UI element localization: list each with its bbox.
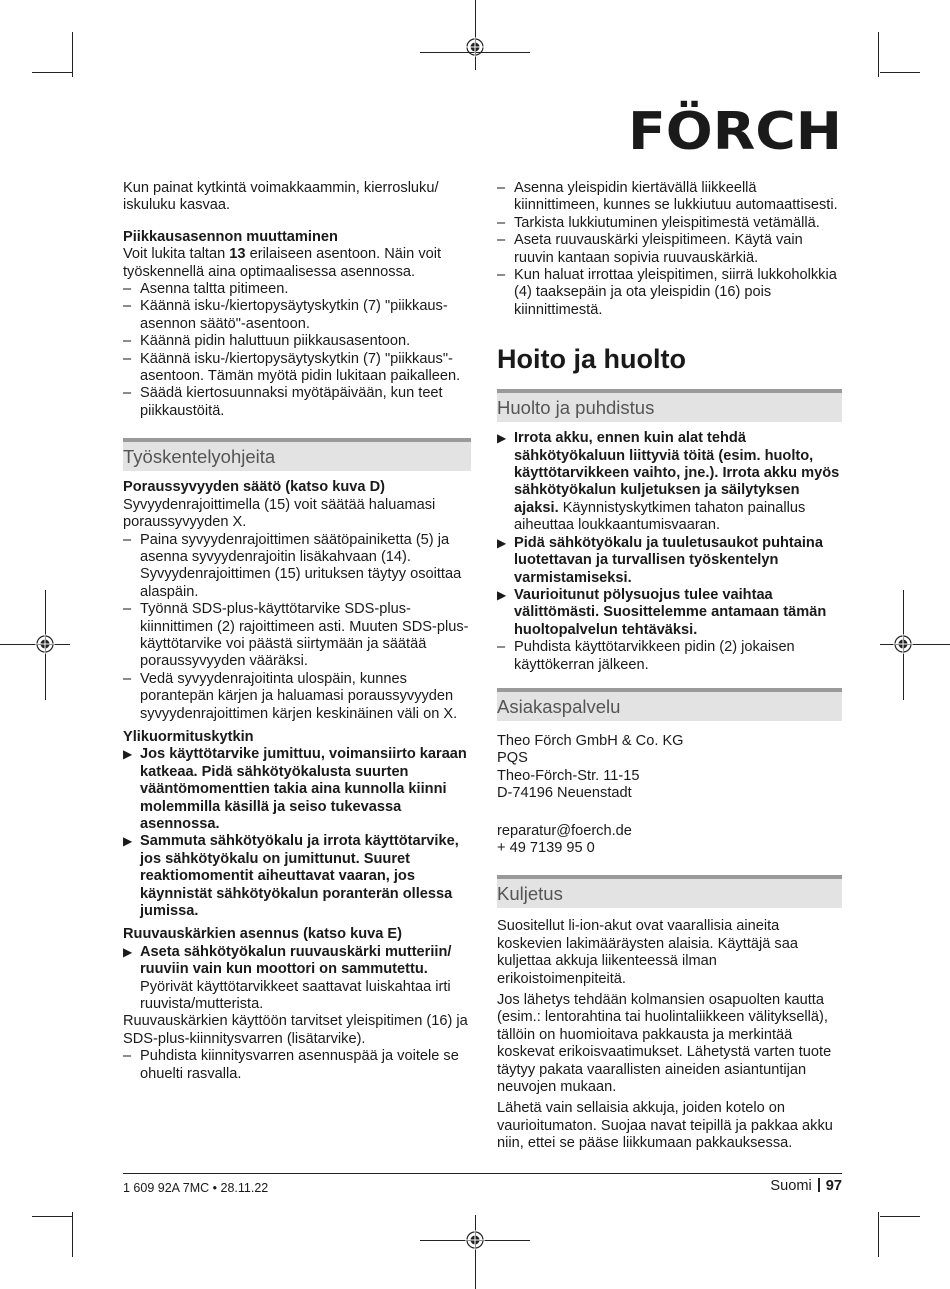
page-footer	[770, 1178, 842, 1195]
crop-mark	[878, 1212, 879, 1257]
triangle-bullet-icon: ▶	[123, 944, 133, 959]
section-heading-transport: Kuljetus	[497, 875, 842, 908]
chisel-steps	[123, 281, 471, 420]
triangle-bullet-icon: ▶	[497, 431, 507, 446]
phone-number: + 49 7139 95 0	[497, 839, 595, 856]
paragraph: Jos lähetys tehdään kolmansien osapuolten kautta (esim.: lentorahtina tai huolintaliikkeen välityksellä), tällöin on huomioitava pakkausta ja merkintää koskevat erikoisvaatimukset. Lähetystä varten tuote täytyy pakata vaarallisten aineiden asiantuntijan neuvojen mukaan.	[497, 992, 832, 1096]
crop-mark	[72, 1212, 73, 1257]
chisel-heading: Piikkausasennon muuttaminen	[123, 228, 338, 245]
paragraph: Kun painat kytkintä voimakkaammin, kierrosluku/ iskuluku kasvaa.	[123, 180, 439, 214]
warning-item: ▶ Sammuta sähkötyökalu ja irrota käyttötarvike, jos sähkötyökalu on jumittunut. Suuret reaktiomomentit aiheuttavat vaaran, jos käynnistät sähkötyökalun poranterän ollessa jumissa.	[123, 833, 459, 920]
triangle-bullet-icon: ▶	[123, 747, 133, 762]
list-item: – Työnnä SDS-plus-käyttötarvike SDS-plus-kiinnittimen (2) rajoittimeen asti. Muuten SDS-plus-käyttötarvike voi päästä siirtymään ja säätää poraussyvyyden vääräksi.	[123, 601, 471, 671]
warning-item: ▶ Jos käyttötarvike jumittuu, voimansiirto karaan katkeaa. Pidä sähkötyökalusta suurten vääntömomenttien takia aina kunnolla kiinni molemmilla käsillä ja seiso tukevassa asennossa.	[123, 746, 467, 832]
registration-mark-icon	[893, 634, 913, 654]
email-link[interactable]: reparatur@foerch.de	[497, 822, 632, 839]
list-item: – Puhdista kiinnitysvarren asennuspää ja voitele se ohuelti rasvalla.	[123, 1048, 471, 1083]
crop-mark	[475, 1215, 476, 1289]
screw-heading: Ruuvauskärkien asennus (katso kuva E)	[123, 926, 403, 943]
footer-rule	[123, 1173, 842, 1174]
section-heading-maintenance: Huolto ja puhdistus	[497, 389, 842, 422]
crop-mark	[878, 32, 879, 77]
main-heading: Hoito ja huolto	[497, 344, 686, 375]
crop-mark	[880, 72, 920, 73]
document-code: 1 609 92A 7MC • 28.11.22	[123, 1181, 269, 1195]
language-label: Suomi	[770, 1178, 812, 1194]
list-item: – Kun haluat irrottaa yleispitimen, siirrä lukkoholkkia (4) taaksepäin ja ota yleispidin (16) pois kiinnittimestä.	[497, 267, 842, 319]
warning-item: ▶ Pidä sähkötyökalu ja tuuletusaukot puhtaina luotettavan ja turvallisen työskentelyn varmistamiseksi.	[497, 534, 823, 586]
address-line: Theo-Förch-Str. 11-15	[497, 767, 640, 784]
list-item: – Aseta ruuvauskärki yleispitimeen. Käytä vain ruuvin kantaan sopivia ruuvauskärkiä.	[497, 232, 842, 267]
crop-mark	[475, 0, 476, 70]
depth-heading: Poraussyvyyden säätö (katso kuva D)	[123, 479, 385, 496]
crop-mark	[880, 644, 950, 645]
address-line: Theo Förch GmbH & Co. KG	[497, 732, 684, 749]
triangle-bullet-icon: ▶	[497, 535, 507, 550]
forch-logo	[628, 95, 842, 155]
paragraph: Syvyydenrajoittimella (15) voit säätää haluamasi poraussyvyyden X.	[123, 496, 436, 531]
list-item: – Tarkista lukkiutuminen yleispitimestä vetämällä.	[497, 215, 842, 232]
list-item: – Käännä isku-/kiertopysäytyskytkin (7) "piikkaus"-asentoon. Tämän myötä pidin lukitaan paikalleen.	[123, 351, 471, 386]
right-column	[497, 180, 842, 1153]
list-item: – Käännä pidin haluttuun piikkausasentoon.	[123, 333, 471, 350]
list-item: – Puhdista käyttötarvikkeen pidin (2) jokaisen käyttökerran jälkeen.	[497, 639, 842, 674]
crop-mark	[72, 32, 73, 77]
crop-mark	[880, 1216, 920, 1217]
warning-item: ▶ Vaurioitunut pölysuojus tulee vaihtaa välittömästi. Suosittelemme antamaan tämän huoltopalvelun tehtäväksi.	[497, 586, 827, 638]
page-number: 97	[825, 1178, 842, 1194]
clutch-heading: Ylikuormituskytkin	[123, 728, 254, 745]
registration-mark-icon	[465, 37, 485, 57]
triangle-bullet-icon: ▶	[497, 587, 507, 602]
left-column	[123, 180, 471, 1083]
address-line: D-74196 Neuenstadt	[497, 785, 632, 802]
paragraph: Ruuvauskärkien käyttöön tarvitset yleispitimen (16) ja SDS-plus-kiinnitysvarren (lisätarvike).	[123, 1013, 468, 1047]
crop-mark	[32, 72, 72, 73]
list-item: – Asenna yleispidin kiertävällä liikkeellä kiinnittimeen, kunnes se lukkiutuu automaattisesti.	[497, 180, 842, 215]
warning-item: ▶ Irrota akku, ennen kuin alat tehdä sähkötyökaluun liittyviä töitä (esim. huolto, käyttötarvikkeen vaihto, jne.). Irrota akku myös sähkötyökalun kuljetuksen ja säilytyksen ajaksi. Käynnistyskytkimen tahaton painallus aiheuttaa loukkaantumisvaaran.	[497, 430, 840, 534]
list-item: – Paina syvyydenrajoittimen säätöpainiketta (5) ja asenna syvyydenrajoitin lisäkahvaan (14). Syvyydenrajoittimen (15) urituksen täytyy osoittaa alaspäin.	[123, 532, 471, 602]
list-item: – Säädä kiertosuunnaksi myötäpäivään, kun teet piikkaustöitä.	[123, 385, 471, 420]
list-item: – Käännä isku-/kiertopysäytyskytkin (7) "piikkaus-asennon säätö"-asentoon.	[123, 298, 471, 333]
triangle-bullet-icon: ▶	[123, 834, 133, 849]
registration-mark-icon	[35, 634, 55, 654]
footer-divider	[818, 1178, 820, 1192]
section-heading-work: Työskentelyohjeita	[123, 438, 471, 471]
address-line: PQS	[497, 750, 528, 767]
paragraph: Voit lukita taltan 13 erilaiseen asentoon. Näin voit työskennellä aina optimaalisessa asennossa.	[123, 246, 442, 280]
paragraph: Suositellut li-ion-akut ovat vaarallisia aineita koskevien lakimääräysten alaisia. Käyttäjä saa kuljettaa akkuja liikenteessä ilman erikoistoimenpiteitä.	[497, 918, 798, 987]
paragraph: Lähetä vain sellaisia akkuja, joiden kotelo on vaurioitumaton. Suojaa navat teipillä ja pakkaa akku niin, ettei se pääse liikkumaan pakkauksessa.	[497, 1100, 833, 1152]
svg-text:FÖRCH: FÖRCH	[628, 102, 830, 155]
registration-mark-icon	[465, 1230, 485, 1250]
section-heading-service: Asiakaspalvelu	[497, 688, 842, 721]
list-item: – Vedä syvyydenrajoitinta ulospäin, kunnes porantерän kärjen ja haluamasi poraussyvyyden syvyydenrajoittimen kärjen keskinäinen väli on X.	[123, 671, 471, 723]
warning-item: ▶ Aseta sähkötyökalun ruuvauskärki mutteriin/ ruuviin vain kun moottori on sammutettu. Pyörivät käyttötarvikkeet saattavat luiskahtaa irti ruuvista/mutterista.	[123, 943, 452, 1013]
list-item: – Asenna taltta pitimeen.	[123, 281, 471, 298]
crop-mark	[32, 1216, 72, 1217]
